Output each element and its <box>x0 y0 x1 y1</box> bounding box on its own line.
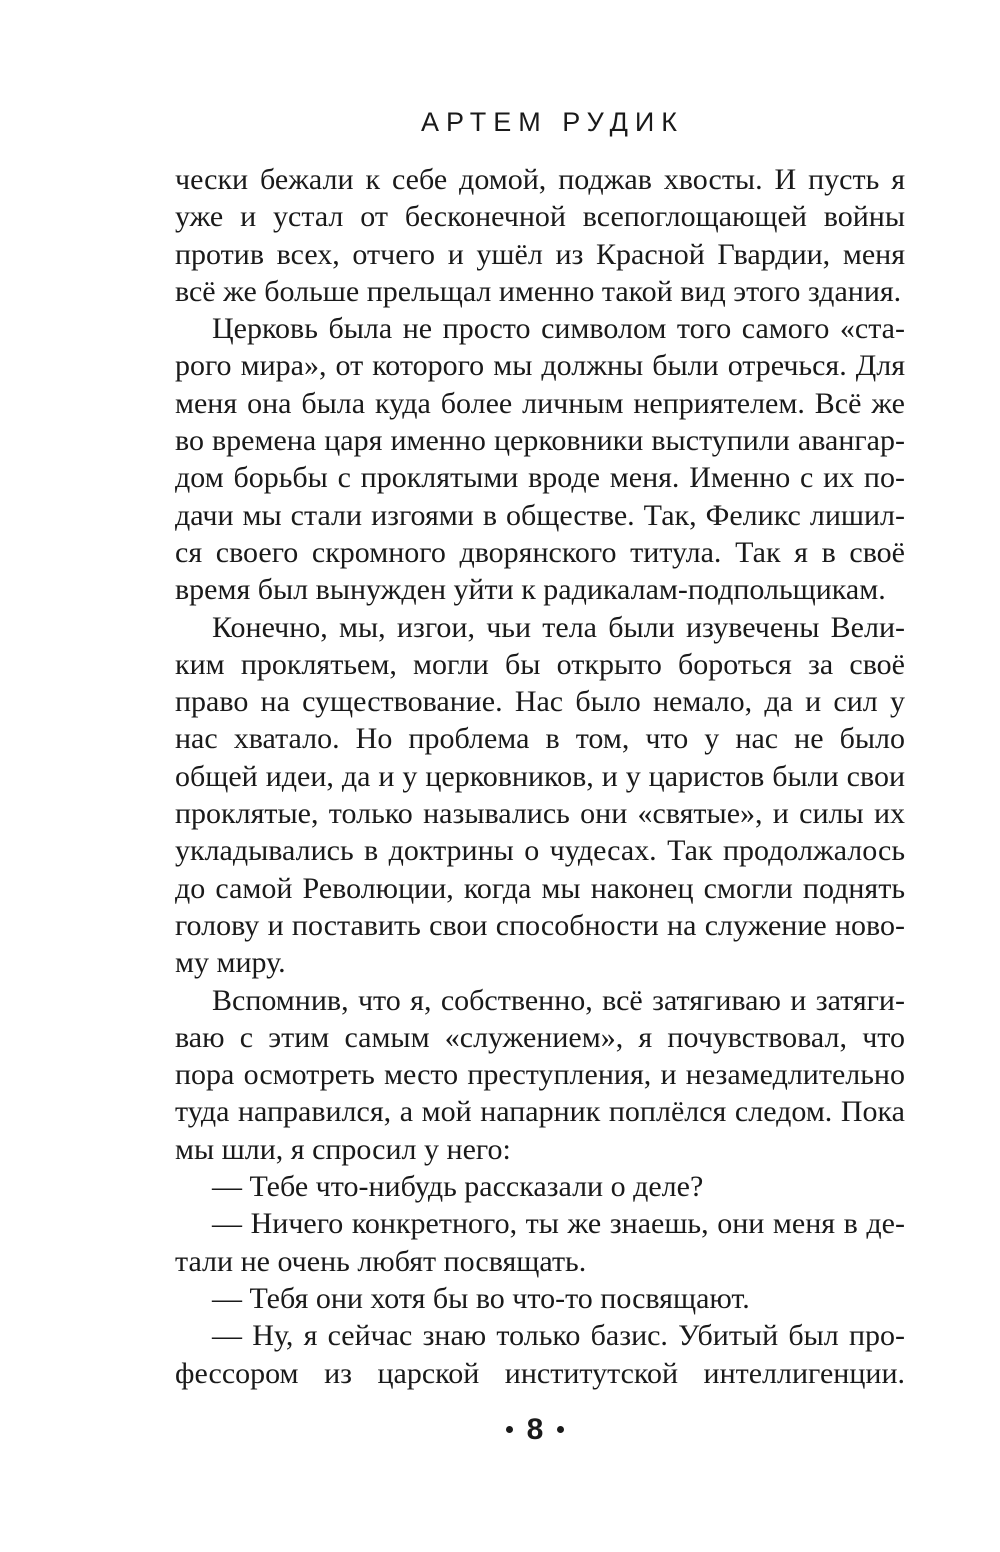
dialogue-line-4: — Ну, я сейчас знаю только базис. Убитый был профессором из царской институтской интеллигенции. <box>175 1319 905 1390</box>
page-number: 8 <box>526 1413 544 1446</box>
paragraph-3: Конечно, мы, изгои, чьи тела были изувечены Великим проклятьем, могли бы открыто бороться за своё право на существование. Нас было немало, да и сил у нас хватало. Но проблема в том, что у нас не было общей идеи, да и у церковников, и у царистов были свои проклятые, только назывались они «святые», и силы их укладывались в доктрины о чудесах. Так продолжалось до самой Революции, когда мы наконец смогли поднять голову и поставить свои способности на служение новому миру. <box>175 610 905 980</box>
body-text <box>175 161 905 1392</box>
folio-dot-left <box>506 1426 513 1433</box>
paragraph-4: Вспомнив, что я, собственно, всё затягиваю и затягиваю с этим самым «служением», я почувствовал, что пора осмотреть место преступления, и незамедлительно туда направился, а мой напарник поплёлся следом. Пока мы шли, я спросил у него: <box>175 983 905 1166</box>
running-head-text: АРТЕМ РУДИК <box>420 107 685 137</box>
folio-dot-right <box>557 1426 564 1433</box>
paragraph-2: Церковь была не просто символом того самого «старого мира», от которого мы должны были отречься. Для меня она была куда более личным неприятелем. Всё же во времена царя именно церковники выступили авангардом борьбы с проклятыми вроде меня. Именно с их подачи мы стали изгоями в обществе. Так, Феликс лишился своего скромного дворянского титула. Так я в своё время был вынужден уйти к радикалам-подпольщикам. <box>175 312 905 607</box>
running-head <box>0 104 1000 140</box>
dialogue-line-3: — Тебя они хотя бы во что-то посвящают. <box>212 1281 750 1315</box>
paragraph-1: чески бежали к себе домой, поджав хвосты. И пусть я уже и устал от бесконечной всепоглощающей войны против всех, отчего и ушёл из Красной Гвардии, меня всё же больше прельщал именно такой вид этого здания. <box>175 163 905 308</box>
dialogue-line-1: — Тебе что-нибудь рассказали о деле? <box>212 1170 704 1204</box>
dialogue-line-2: — Ничего конкретного, ты же знаешь, они меня в детали не очень любят посвящать. <box>175 1207 905 1278</box>
page-folio <box>0 1410 1000 1450</box>
